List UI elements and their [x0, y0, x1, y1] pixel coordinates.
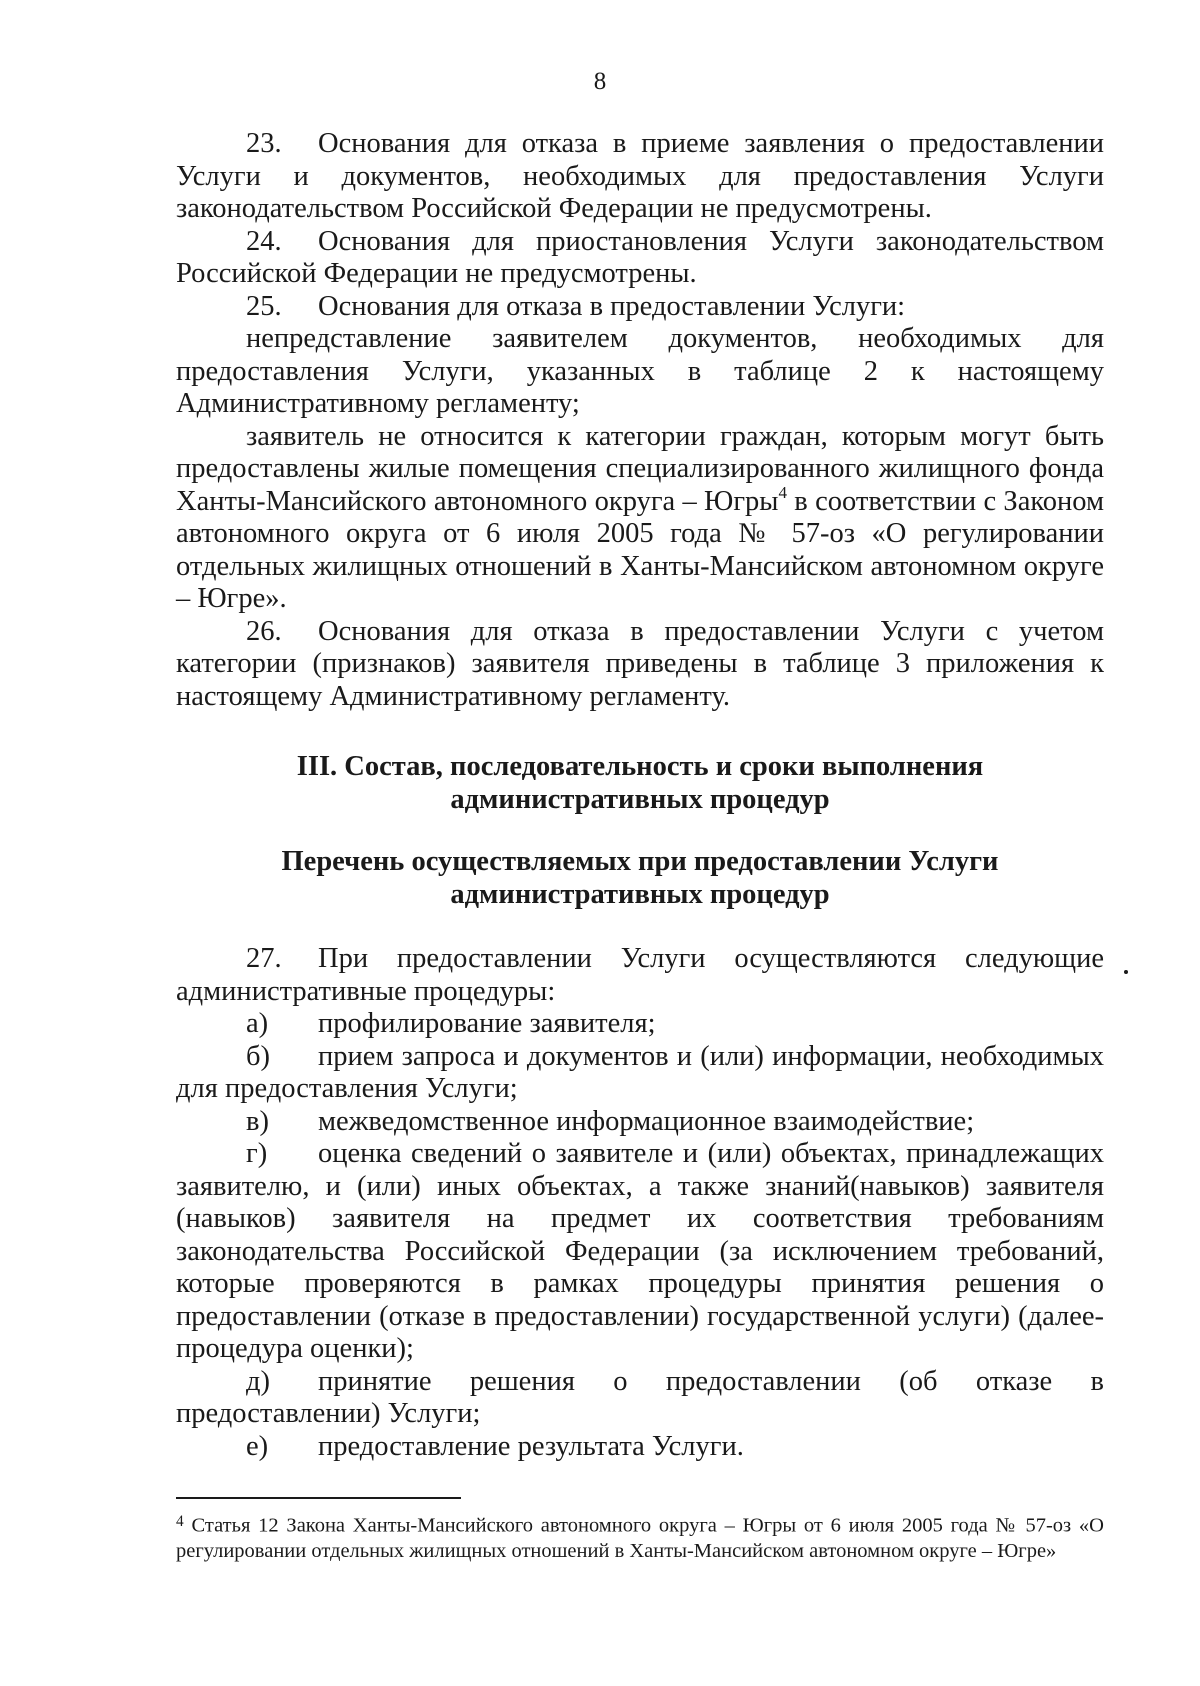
list-marker: б): [246, 1040, 270, 1072]
paragraph-text: При предоставлении Услуги осуществляются следующие административные процедуры:: [176, 943, 1104, 1007]
paragraph-27: [176, 943, 1104, 1008]
paragraph-25-ground-1: непредставление заявителем документов, необходимых для предоставления Услуги, указанных в таблице 2 к настоящему Административному регламенту;: [176, 323, 1104, 419]
paragraph-26: [176, 616, 1104, 714]
footnote-reference: 4: [778, 482, 787, 502]
list-marker: а): [246, 1008, 269, 1039]
paragraph-24: [176, 226, 1104, 291]
footnote-separator: [176, 1497, 461, 1499]
list-marker: в): [246, 1105, 269, 1137]
list-item: [176, 1041, 1104, 1106]
list-item-text: принятие решения о предоставлении (об отказе в предоставлении) Услуги;: [176, 1365, 1104, 1429]
list-item: [176, 1366, 1104, 1431]
paragraph-25: [176, 291, 1104, 324]
section-title: III. Состав, последовательность и сроки выполнения административных процедур: [296, 751, 984, 815]
list-marker: д): [246, 1365, 270, 1397]
list-item: [176, 1008, 1104, 1041]
list-item: [176, 1106, 1104, 1139]
paragraph-number: 24.: [246, 225, 282, 257]
page-number: 8: [593, 68, 607, 95]
document-body: [176, 128, 1104, 1463]
list-item-text: профилирование заявителя;: [318, 1008, 656, 1039]
paragraph-text: Основания для отказа в предоставлении Услуги с учетом категории (признаков) заявителя приведены в таблице 3 приложения к настоящему Административному регламенту.: [176, 615, 1104, 712]
footnote-text: Статья 12 Закона Ханты-Мансийского автономного округа – Югры от 6 июля 2005 года № 57-оз «О регулировании отдельных жилищных отношений в Ханты-Мансийском автономном округе – Югре»: [176, 1514, 1104, 1563]
paragraph-text: Основания для приостановления Услуги законодательством Российской Федерации не предусмотрены.: [176, 225, 1104, 289]
paragraph-number: 27.: [246, 943, 282, 974]
footnote-marker: 4: [176, 1513, 184, 1530]
footnote: [176, 1509, 1104, 1564]
list-item-text: оценка сведений о заявителе и (или) объектах, принадлежащих заявителю, и (или) иных объектах, а также знаний(навыков) заявителя (навыков) заявителя на предмет их соответствия требованиям законодательства Российской Федерации (за исключением требований, которые проверяются в рамках процедуры принятия решения о предоставлении (отказе в предоставлении) государственной услуги) (далее-процедура оценки);: [176, 1138, 1104, 1364]
paragraph-25-ground-2: [176, 421, 1104, 616]
paragraph-text: Основания для отказа в предоставлении Услуги:: [318, 290, 906, 322]
list-item-text: межведомственное информационное взаимодействие;: [318, 1105, 975, 1137]
paragraph-number: 23.: [246, 128, 282, 159]
list-item: [176, 1431, 1104, 1464]
list-marker: е): [246, 1430, 269, 1462]
paragraph-text: Основания для отказа в приеме заявления о предоставлении Услуги и документов, необходимых для предоставления Услуги законодательством Российской Федерации не предусмотрены.: [176, 128, 1104, 224]
list-marker: г): [246, 1138, 268, 1169]
list-item-text: прием запроса и документов и (или) информации, необходимых для предоставления Услуги;: [176, 1040, 1104, 1104]
subsection-title: Перечень осуществляемых при предоставлении Услуги административных процедур: [281, 846, 999, 910]
list-item: [176, 1138, 1104, 1366]
paragraph-23: [176, 128, 1104, 226]
paragraph-number: 26.: [246, 615, 282, 647]
paragraph-text: в соответствии с Законом автономного округа от 6 июля 2005 года № 57-оз «О регулировании отдельных жилищных отношений в Ханты-Мансийском автономном округе – Югре».: [176, 485, 1104, 614]
list-item-text: предоставление результата Услуги.: [318, 1430, 744, 1462]
scan-speck: [1124, 970, 1128, 974]
paragraph-text: заявитель не относится к категории граждан, которым могут быть предоставлены жилые помещения специализированного жилищного фонда Ханты-Мансийского автономного округа – Югры: [176, 420, 1104, 517]
paragraph-number: 25.: [246, 290, 282, 322]
